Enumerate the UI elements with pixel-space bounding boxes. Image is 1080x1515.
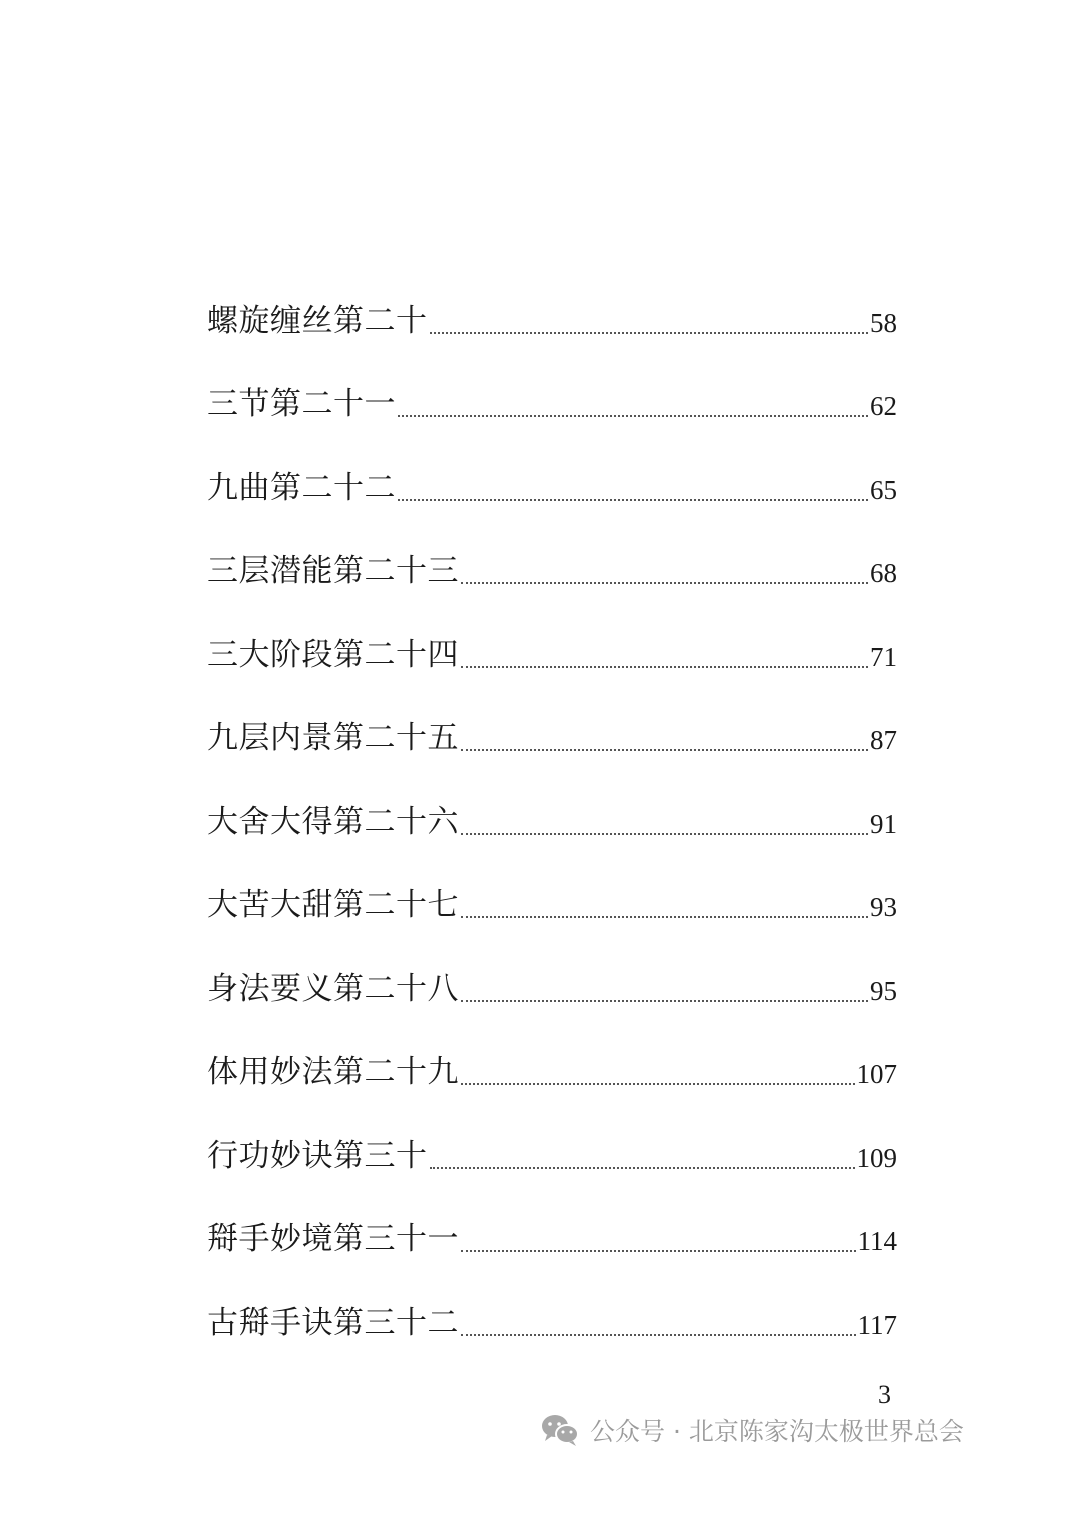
dot-leader [461,1250,856,1252]
toc-entry [207,1094,897,1178]
toc-entry-page: 107 [856,1059,897,1089]
toc-entry [207,677,897,761]
toc-entry [207,927,897,1011]
toc-entry-title: 九层内景第二十五 [207,720,459,756]
toc-entry-page: 91 [870,808,897,839]
dot-leader [461,1334,856,1336]
toc-entry-page: 68 [870,558,897,588]
toc-entry-page: 117 [857,1309,897,1340]
toc-entry-title: 三层潜能第二十三 [207,553,459,589]
toc-entry [207,593,897,677]
toc-entry-title: 大苦大甜第二十七 [207,887,459,923]
watermark [540,1412,964,1448]
toc-entry-page: 109 [856,1142,897,1173]
toc-entry [207,760,897,844]
toc-entry [207,1261,897,1345]
toc-entry-title: 体用妙法第二十九 [207,1054,459,1090]
toc-entry [207,1178,897,1262]
toc-entry-page: 58 [870,307,897,338]
toc-entry-title: 身法要义第二十八 [207,970,459,1007]
dot-leader [398,415,868,417]
table-of-contents [207,259,897,1345]
toc-entry-title: 三大阶段第二十四 [207,636,459,673]
toc-entry [207,510,897,594]
toc-entry-page: 62 [870,391,897,421]
dot-leader [461,749,868,751]
dot-leader [430,332,869,334]
toc-entry-title: 九曲第二十二 [207,469,396,506]
toc-entry-page: 71 [870,641,897,672]
dot-leader [430,1167,855,1169]
dot-leader [461,1083,855,1085]
toc-entry-title: 古搿手诀第三十二 [207,1304,459,1341]
toc-entry [207,343,897,427]
dot-leader [461,666,868,668]
page-number: 3 [878,1380,891,1409]
wechat-icon [540,1412,580,1448]
dot-leader [461,582,868,584]
toc-entry-page: 65 [870,474,897,505]
toc-entry [207,844,897,928]
toc-entry-title: 三节第二十一 [207,386,396,422]
toc-entry-page: 114 [857,1226,897,1256]
toc-entry-page: 93 [870,892,897,922]
toc-entry [207,259,897,343]
watermark-text: 公众号 · 北京陈家沟太极世界总会 [590,1417,964,1446]
dot-leader [461,1000,868,1002]
dot-leader [398,499,868,501]
toc-entry [207,426,897,510]
toc-entry-page: 95 [870,975,897,1006]
toc-entry-title: 行功妙诀第三十 [207,1137,428,1174]
dot-leader [461,833,868,835]
toc-entry-title: 大舍大得第二十六 [207,803,459,840]
dot-leader [461,916,868,918]
toc-entry-title: 搿手妙境第三十一 [207,1221,459,1257]
toc-entry [207,1011,897,1095]
toc-entry-title: 螺旋缠丝第二十 [207,302,428,339]
toc-entry-page: 87 [870,725,897,755]
